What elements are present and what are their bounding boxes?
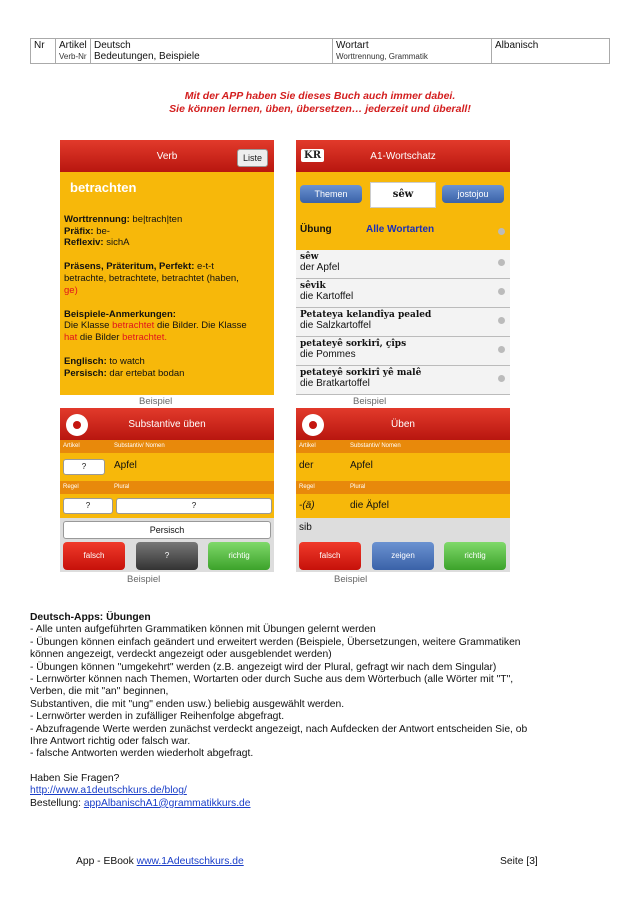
word-list [296,250,510,395]
promo-line-2: Sie können lernen, üben, übersetzen… jederzeit und überall! [169,103,471,115]
body-line: - falsche Antworten werden wiederholt abgefragt. [30,748,254,760]
email-link[interactable]: appAlbanischA1@grammatikkurs.de [83,797,251,809]
ueben-panel [296,408,510,572]
caption-1: Beispiel [139,396,173,407]
body-line: Verben, die mit "an" beginnen, [30,686,169,698]
themen-button[interactable]: Themen [300,185,362,203]
chevron-icon [498,375,505,382]
translation: sib [299,522,312,533]
body-line: - Lernwörter können nach Themen, Wortarten oder durch Suche aus dem Wörterbuch (alle Wörter mit "T", [30,674,514,686]
body-text [30,612,620,810]
falsch-button[interactable]: falsch [299,542,361,570]
praefix-line: Präfix: be- [64,225,110,237]
bedeutungen-label: Bedeutungen, Beispiele [94,51,200,62]
wortschatz-title: A1-Wortschatz [370,150,436,162]
footer-site-link[interactable]: www.1Adeutschkurs.de [136,856,244,867]
artikel: der [299,460,314,471]
falsch-button[interactable]: falsch [63,542,125,570]
word: Apfel [114,460,137,471]
gear-icon[interactable] [66,414,88,436]
beispiel-line-1: Die Klasse betrachtet die Bilder. Die Klasse [64,320,247,332]
richtig-button[interactable]: richtig [444,542,506,570]
kr-logo: KR [301,149,324,162]
list-item[interactable]: sêvik die Kartoffel [296,279,510,308]
word-row [60,453,274,481]
col-wortart [333,39,492,64]
persisch-button[interactable]: Persisch [63,521,271,539]
col-nr: Nr [31,39,56,64]
body-line: - Lernwörter werden in zufälliger Reihenfolge abgefragt. [30,711,285,723]
blog-link[interactable]: http://www.a1deutschkurs.de/blog/ [30,785,187,797]
verb-word: betrachten [70,180,137,195]
ueben-title-bar [296,408,510,440]
verb-nr-label: Verb-Nr [59,52,87,61]
chevron-icon [498,288,505,295]
fragen: Haben Sie Fragen? [30,772,120,784]
plural-row [60,494,274,518]
alle-wortarten-label[interactable]: Alle Wortarten [366,224,435,235]
worttrennung-line: Worttrennung: be|trach|ten [64,213,183,225]
gear-icon[interactable] [302,414,324,436]
word-row [296,453,510,481]
col-artikel [56,39,91,64]
uebung-label: Übung [300,224,332,235]
englisch-line: Englisch: to watch [64,355,145,367]
substantive-title: Substantive üben [128,418,206,430]
body-line: können angezeigt, verdeckt angezeigt oder ausgeblendet werden) [30,649,332,661]
reveal-button[interactable]: ? [136,542,198,570]
list-item[interactable]: petateyê sorkirî, çîps die Pommes [296,337,510,366]
footer-app-label: App - EBook [76,856,137,867]
wortschatz-title-bar [296,140,510,172]
body-line: Substantiven, die mit "ung" enden usw.) beliebig ausgewählt werden. [30,698,345,710]
wortart-label: Wortart [336,40,369,51]
plural-row [296,494,510,518]
chevron-icon [498,317,505,324]
verb-title: Verb [156,150,178,162]
praesens-forms: betrachte, betrachtete, betrachtet (haben, [64,272,239,284]
promo-line-1: Mit der APP haben Sie dieses Buch auch immer dabei. [184,90,456,102]
praesens-ge: ge) [64,284,78,296]
verb-title-bar [60,140,274,172]
ueben-title: Üben [391,418,415,430]
caption-4: Beispiel [334,574,368,585]
header-row-1: Artikel Substantiv/ Nomen [60,440,274,453]
verb-content [60,172,274,395]
verb-panel [60,140,274,395]
chevron-icon [498,346,505,353]
deutsch-label: Deutsch [94,40,131,51]
beispiel-line-2: hat die Bilder betrachtet. [64,332,167,344]
col-deutsch [91,39,333,64]
footer-left [76,856,244,867]
body-line: Ihre Antwort richtig oder falsch war. [30,736,191,748]
col-albanisch: Albanisch [492,39,610,64]
artikel-label: Artikel [59,40,87,51]
header-row-2: Regel Plural [60,481,274,494]
header-table [30,38,610,64]
caption-2: Beispiel [353,396,387,407]
artikel-answer-button[interactable]: ? [63,459,105,475]
caption-3: Beispiel [127,574,161,585]
substantive-panel [60,408,274,572]
plural-rule: -(ä) [299,500,315,511]
regel-answer-button[interactable]: ? [63,498,113,514]
header-row-2: Regel Plural [296,481,510,494]
wortschatz-panel [296,140,510,395]
persisch-line: Persisch: dar ertebat bodan [64,367,185,379]
list-item[interactable]: petateyê sorkirî yê malê die Bratkartoffel [296,366,510,395]
plural-answer-button[interactable]: ? [116,498,272,514]
plural-word: die Äpfel [350,500,389,511]
chevron-icon [498,259,505,266]
liste-button[interactable]: Liste [237,149,268,167]
list-item[interactable]: sêw der Apfel [296,250,510,279]
word: Apfel [350,460,373,471]
reflexiv-line: Reflexiv: sichA [64,237,130,249]
wortschatz-controls [296,172,510,250]
bestellung-line: Bestellung: appAlbanischA1@grammatikkurs.de [30,797,251,809]
substantive-title-bar [60,408,274,440]
page-number: Seite [3] [500,856,538,867]
beispiele-label: Beispiele-Anmerkungen: [64,308,176,320]
body-line: - Übungen können einfach geändert und erweitert werden (Beispiele, Übersetzungen, weitere Grammatiken [30,636,521,648]
body-heading: Deutsch-Apps: Übungen [30,612,151,623]
zeigen-button[interactable]: zeigen [372,542,434,570]
header-row-1: Artikel Substantiv/ Nomen [296,440,510,453]
jostojou-button[interactable]: jostojou [442,185,504,203]
chevron-icon [498,228,505,235]
worttrennung-label: Worttrennung, Grammatik [336,52,428,61]
praesens-line: Präsens, Präteritum, Perfekt: e-t-t [64,261,214,273]
body-line: - Abzufragende Werte werden zunächst verdeckt angezeigt, nach Aufdecken der Antwort entscheiden Sie, ob [30,723,528,735]
center-word[interactable]: sêw [370,182,436,208]
body-line: - Alle unten aufgeführten Grammatiken können mit Übungen gelernt werden [30,624,376,636]
richtig-button[interactable]: richtig [208,542,270,570]
body-line: - Übungen können "umgekehrt" werden (z.B. angezeigt wird der Plural, gefragt wir nach dem Singular) [30,661,497,673]
list-item[interactable]: Petateya kelandîya pealed die Salzkartoffel [296,308,510,337]
